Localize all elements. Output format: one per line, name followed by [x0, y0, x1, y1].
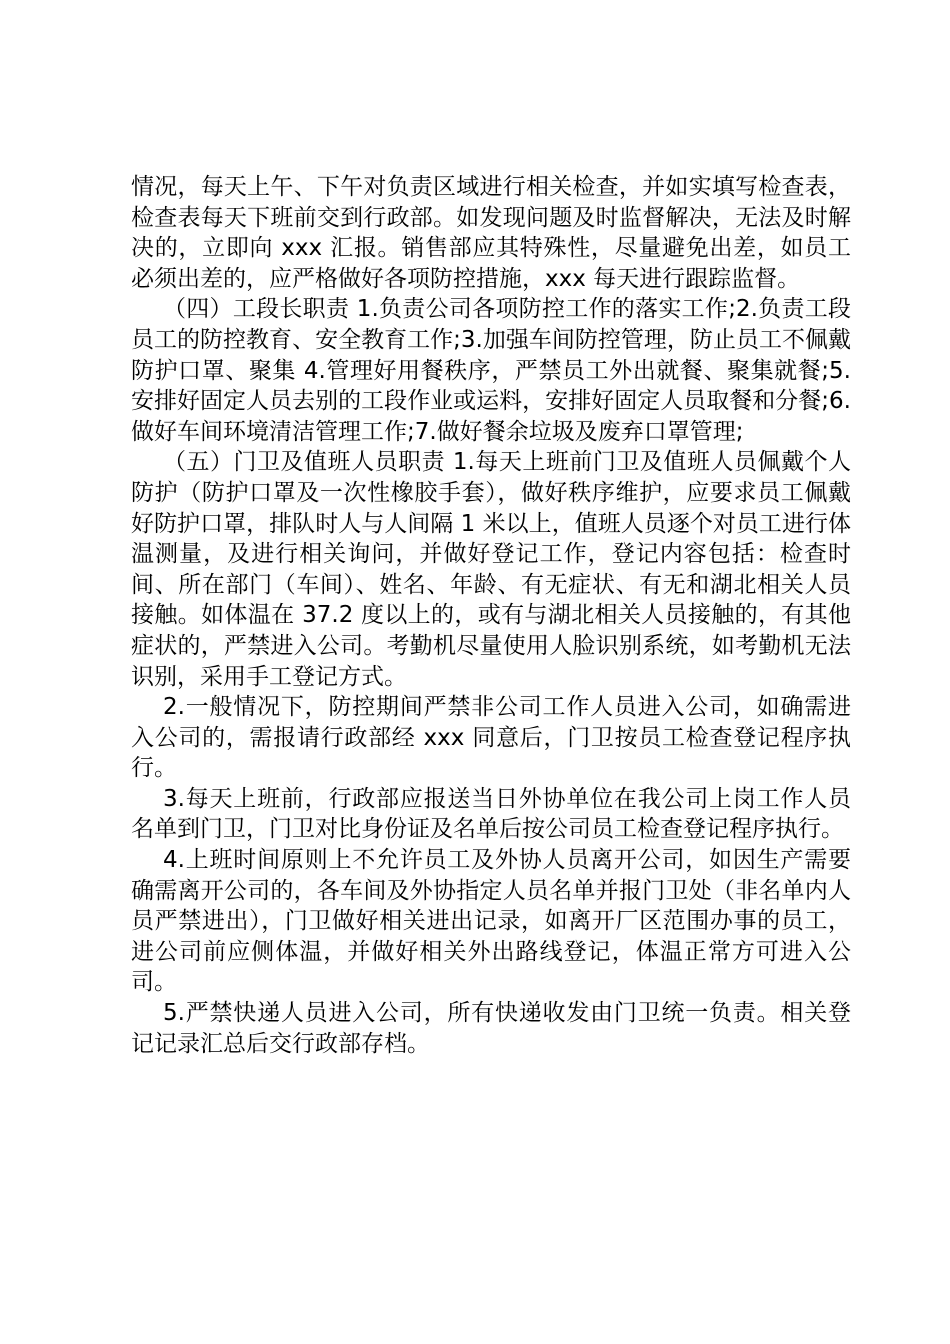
paragraph-continuation: 情况，每天上午、下午对负责区域进行相关检查，并如实填写检查表，检查表每天下班前交到行政部。如发现问题及时监督解决，无法及时解决的，立即向 xxx 汇报。销售部应其特殊性，尽量避免出差，如员工必须出差的，应严格做好各项防控措施，xxx 每天进行跟踪监督。: [131, 174, 851, 292]
paragraph-item-2: 2.一般情况下，防控期间严禁非公司工作人员进入公司，如确需进入公司的，需报请行政部经 xxx 同意后，门卫按员工检查登记程序执行。: [131, 694, 851, 782]
paragraph-item-3: 3.每天上班前，行政部应报送当日外协单位在我公司上岗工作人员名单到门卫，门卫对比身份证及名单后按公司员工检查登记程序执行。: [131, 785, 851, 843]
paragraph-item-4: 4.上班时间原则上不允许员工及外协人员离开公司，如因生产需要确需离开公司的，各车间及外协指定人员名单并报门卫处（非名单内人员严禁进出），门卫做好相关进出记录，如离开厂区范围办事的员工，进公司前应侧体温，并做好相关外出路线登记，体温正常方可进入公司。: [131, 847, 851, 996]
paragraph-item-5: 5.严禁快递人员进入公司，所有快递收发由门卫统一负责。相关登记记录汇总后交行政部存档。: [131, 1000, 851, 1057]
paragraph-section-four: （四）工段长职责 1.负责公司各项防控工作的落实工作;2.负责工段员工的防控教育、安全教育工作;3.加强车间防控管理，防止员工不佩戴防护口罩、聚集 4.管理好用餐秩序，严禁员工外出就餐、聚集就餐;5.安排好固定人员去别的工段作业或运料，安排好固定人员取餐和分餐;6.做好车间环境清洁管理工作;7.做好餐余垃圾及废弃口罩管理;: [131, 296, 851, 445]
document-body: [131, 172, 851, 1059]
paragraph-section-five: （五）门卫及值班人员职责 1.每天上班前门卫及值班人员佩戴个人防护（防护口罩及一次性橡胶手套），做好秩序维护，应要求员工佩戴好防护口罩，排队时人与人间隔 1 米以上，值班人员逐个对员工进行体温测量，及进行相关询问，并做好登记工作，登记内容包括：检查时间、所在部门（车间）、姓名、年龄、有无症状、有无和湖北相关人员接触。如体温在 37.2 度以上的，或有与湖北相关人员接触的，有其他症状的，严禁进入公司。考勤机尽量使用人脸识别系统，如考勤机无法识别，采用手工登记方式。: [131, 449, 851, 690]
